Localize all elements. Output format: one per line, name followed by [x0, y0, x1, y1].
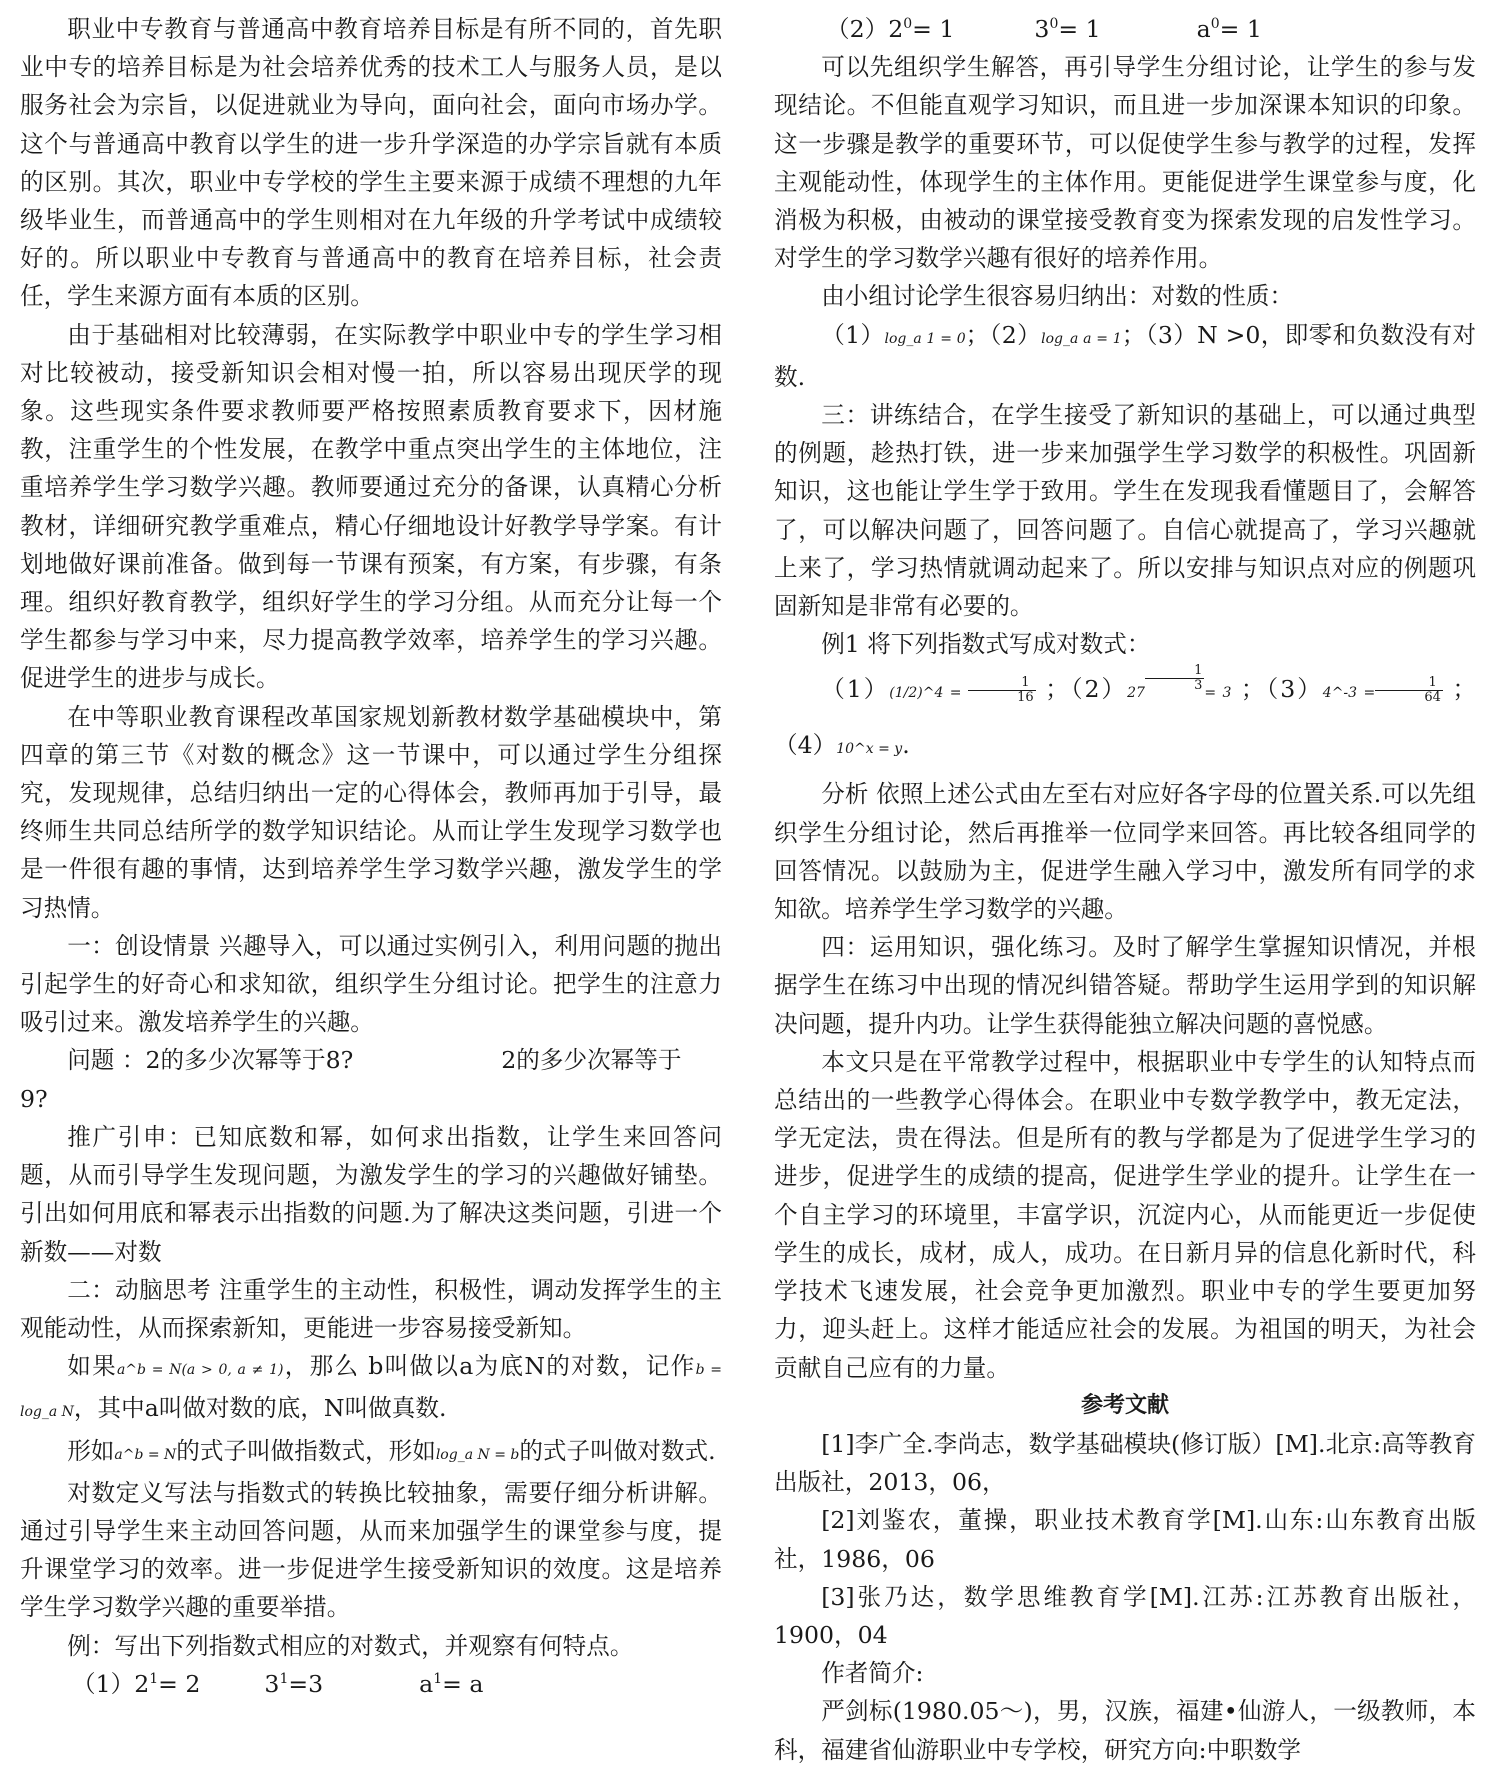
reference-2: [2]刘鉴农，董操，职业技术教育学[M].山东:山东教育出版社，1986，06 — [774, 1506, 1476, 1573]
paragraph-definition — [20, 1347, 722, 1431]
ex-item-1-fraction — [968, 676, 1036, 705]
paragraph-extension: 推广引申：已知底数和幂，如何求出指数，让学生来回答问题，从而引导学生发现问题，为激发学生的学习的兴趣做好铺垫。引出如何用底和幂表示出指数的问题.为了解决这类问题，引进一个新数——对数 — [20, 1122, 722, 1266]
ex2-val-b: = 1 — [1058, 15, 1101, 43]
definition-text-a: 如果 — [67, 1352, 117, 1381]
question-part-b: 2的多少次幂等于 — [501, 1046, 682, 1075]
paragraph-step-one: 一：创设情景 兴趣导入，可以通过实例引入，利用问题的抛出引起学生的好奇心和求知欲，组织学生分组讨论。把学生的注意力吸引过来。激发培养学生的兴趣。 — [20, 931, 722, 1037]
ex1-base-a: （1）2 — [72, 1669, 150, 1698]
ex-item-4-formula: 10^x = y — [836, 741, 903, 758]
forms-text-b: 的式子叫做指数式，形如 — [176, 1436, 436, 1465]
ex-item-2-label: ；（2） — [1045, 675, 1128, 704]
paragraph-goals: 职业中专教育与普通高中教育培养目标是有所不同的，首先职业中专的培养目标是为社会培养优秀的技术工人与服务人员，是以服务社会为宗旨，以促进就业为导向，面向社会，面向市场办学。这个与普通高中教育以学生的进一步升学深造的办学宗旨就有本质的区别。其次，职业中专学校的学生主要来源于成绩不理想的九年级毕业生，而普通高中的学生则相对在九年级的升学考试中成绩较好的。所以职业中专教育与普通高中的教育在培养目标，社会责任，学生来源方面有本质的区别。 — [20, 15, 722, 311]
author-bio: 严剑标(1980.05～)，男，汉族，福建•仙游人，一级教师，本科，福建省仙游职业中专学校，研究方向:中职数学 — [774, 1697, 1476, 1764]
example-row-1 — [20, 1665, 722, 1703]
ex-item-2-den: 3 — [1194, 677, 1203, 693]
ex1-val-c: = a — [442, 1669, 484, 1698]
forms-formula-2: log_a N = b — [435, 1446, 520, 1463]
ex2-base-a: （2）2 — [826, 15, 904, 43]
ex-item-2-rest: = 3 — [1204, 685, 1232, 702]
ex2-base-b: 3 — [1034, 15, 1050, 43]
paragraph-step-four: 四：运用知识，强化练习。及时了解学生掌握知识情况，并根据学生在练习中出现的情况纠错答疑。帮助学生运用学到的知识解决问题，提升内功。让学生获得能独立解决问题的喜悦感。 — [774, 933, 1476, 1038]
reference-3: [3]张乃达，数学思维教育学[M].江苏:江苏教育出版社，1900，04 — [774, 1582, 1476, 1649]
definition-formula-2: b = log_a N — [20, 1362, 722, 1421]
paragraph-example: 例：写出下列指数式相应的对数式，并观察有何特点。 — [67, 1631, 634, 1660]
forms-text-a: 形如 — [67, 1436, 115, 1465]
ex2-exp-c: 0 — [1210, 16, 1220, 33]
ex-item-1-label: （1） — [821, 675, 890, 704]
ex-item-1-num: 1 — [968, 676, 1036, 691]
left-column — [20, 10, 722, 1703]
ex-item-3-den: 64 — [1424, 690, 1441, 706]
paragraph-teaching: 由于基础相对比较薄弱，在实际教学中职业中专的学生学习相对比较被动，接受新知识会相对慢一拍，所以容易出现厌学的现象。这些现实条件要求教师要严格按照素质教育要求下，因材施教，注重学生的个性发展，在教学中重点突出学生的主体地位，注重培养学生学习数学兴趣。教师要通过充分的备课，认真精心分析教材，详细研究教学重难点，精心仔细地设计好教学导学案。有计划地做好课前准备。做到每一节课有预案，有方案，有步骤，有条理。组织好教育教学，组织好学生的学习分组。从而充分让每一个学生都参与学习中来，尽力提高教学效率，培养学生的学习兴趣。促进学生的进步与成长。 — [20, 320, 722, 693]
reference-1: [1]李广全.李尚志，数学基础模块(修订版）[M].北京:高等教育出版社，2013，06， — [774, 1429, 1476, 1497]
prop-formula-2: log_a a = 1 — [1041, 330, 1122, 347]
paragraph-question — [20, 1041, 722, 1079]
ex2-exp-a: 0 — [903, 16, 913, 33]
paragraph-conversion: 对数定义写法与指数式的转换比较抽象，需要仔细分析讲解。通过引导学生来主动回答问题，从而来加强学生的课堂参与度，提升课堂学习的效率。进一步促进学生接受新知识的效度。这是培养学生学习数学兴趣的重要举措。 — [20, 1478, 722, 1622]
ex1-val-b: =3 — [288, 1669, 324, 1698]
forms-text-c: 的式子叫做对数式. — [519, 1436, 716, 1465]
author-heading: 作者简介: — [821, 1659, 924, 1688]
question-continuation: 9? — [20, 1084, 48, 1113]
ex-item-2-num: 1 — [1145, 664, 1204, 679]
definition-text-b: ，那么 b叫做以a为底N的对数，记作 — [283, 1352, 696, 1381]
paragraph-forms — [20, 1432, 722, 1474]
paragraph-properties-intro: 由小组讨论学生很容易归纳出：对数的性质： — [821, 282, 1294, 311]
ex1-base-b: 3 — [264, 1669, 280, 1698]
prop-label-3: ；（3）N >0，即零和负数没有对数. — [774, 320, 1476, 391]
ex-item-4-label: ；（4） — [774, 675, 1477, 760]
ex-item-2-base: 27 — [1127, 685, 1145, 702]
ex-item-3-num: 1 — [1375, 676, 1443, 691]
ex-item-4-end: . — [902, 731, 910, 760]
ex1-exp-b: 1 — [279, 1670, 289, 1687]
definition-text-c: ，其中a叫做对数的底，N叫做真数. — [73, 1394, 447, 1423]
paragraph-discussion: 可以先组织学生解答，再引导学生分组讨论，让学生的参与发现结论。不但能直观学习知识，而且进一步加深课本知识的印象。这一步骤是教学的重要环节，可以促使学生参与教学的过程，发挥主观能动性，体现学生的主体作用。更能促进学生课堂参与度，化消极为积极，由被动的课堂接受教育变为探索发现的启发性学习。对学生的学习数学兴趣有很好的培养作用。 — [774, 53, 1476, 273]
ex2-val-a: = 1 — [912, 15, 955, 43]
paragraph-conclusion: 本文只是在平常教学过程中，根据职业中专学生的认知特点而总结出的一些教学心得体会。在职业中专数学教学中，教无定法，学无定法，贵在得法。但是所有的教与学都是为了促进学生学习的进步，促进学生的成绩的提高，促进学生学业的提升。让学生在一个自主学习的环境里，丰富学识，沉淀内心，从而能更近一步促使学生的成长，成材，成人，成功。在日新月异的信息化新时代，科学技术飞速发展，社会竞争更加激烈。职业中专的学生要更加努力，迎头赶上。这样才能适应社会的发展。为祖国的明天，为社会贡献自己应有的力量。 — [774, 1047, 1476, 1382]
example-1-formulas: （1）(1/2)^4 = $\frac{1}{16}$ ；（2）27 $\frac{1}{3}$ = 3 ；（3）4^-3 = $\frac{1}{64}$ ；（4）10^x = y. — [774, 662, 1477, 760]
right-column — [774, 10, 1476, 1769]
ex1-exp-a: 1 — [149, 1670, 159, 1687]
paragraph-step-three: 三：讲练结合，在学生接受了新知识的基础上，可以通过典型的例题，趁热打铁，进一步来加强学生学习数学的积极性。巩固新知识，这也能让学生学于致用。学生在发现我看懂题目了，会解答了，可以解决问题了，回答问题了。自信心就提高了，学习兴趣就上来了，学习热情就调动起来了。所以安排与知识点对应的例题巩固新知是非常有必要的。 — [774, 401, 1476, 621]
example-row-2 — [774, 10, 1476, 48]
ex2-val-c: = 1 — [1219, 15, 1262, 43]
prop-label-1: （1） — [821, 320, 885, 349]
references-heading: 参考文献 — [1080, 1392, 1169, 1418]
prop-label-2: ；（2） — [965, 320, 1042, 349]
ex1-base-c: a — [419, 1669, 434, 1698]
paragraph-analysis: 分析 依照上述公式由左至右对应好各字母的位置关系.可以先组织学生分组讨论，然后再推举一位同学来回答。再比较各组同学的回答情况。以鼓励为主，促进学生融入学习中，激发所有同学的求知欲。培养学生学习数学的兴趣。 — [774, 780, 1476, 924]
ex-item-2-fraction — [1145, 664, 1204, 693]
question-part-a: 问题 ：2的多少次幂等于8? — [67, 1046, 354, 1075]
ex1-val-a: = 2 — [158, 1669, 201, 1698]
paragraph-example-1: 例1 将下列指数式写成对数式： — [821, 630, 1151, 659]
ex2-base-c: a — [1196, 15, 1211, 43]
ex-item-3-base: 4^-3 = — [1322, 685, 1376, 702]
ex-item-1-den: 16 — [1017, 690, 1034, 706]
paragraph-curriculum: 在中等职业教育课程改革国家规划新教材数学基础模块中，第四章的第三节《对数的概念》这一节课中，可以通过学生分组探究，发现规律，总结归纳出一定的心得体会，教师再加于引导，最终师生共同总结所学的数学知识结论。从而让学生发现学习数学也是一件很有趣的事情，达到培养学生学习数学兴趣，激发学生的学习热情。 — [20, 702, 722, 922]
ex1-exp-c: 1 — [433, 1670, 443, 1687]
paragraph-step-two: 二：动脑思考 注重学生的主动性，积极性，调动发挥学生的主观能动性，从而探索新知，更能进一步容易接受新知。 — [20, 1275, 722, 1342]
forms-formula-1: a^b = N — [114, 1446, 177, 1463]
ex-item-3-label: ；（3） — [1240, 675, 1323, 704]
ex-item-3-fraction — [1375, 676, 1443, 705]
definition-formula-1: a^b = N(a > 0, a ≠ 1) — [116, 1362, 284, 1379]
paragraph-properties — [774, 316, 1476, 396]
ex-item-1-base: (1/2)^4 — [889, 685, 944, 702]
prop-formula-1: log_a 1 = 0 — [884, 330, 966, 347]
ex2-exp-b: 0 — [1049, 16, 1059, 33]
